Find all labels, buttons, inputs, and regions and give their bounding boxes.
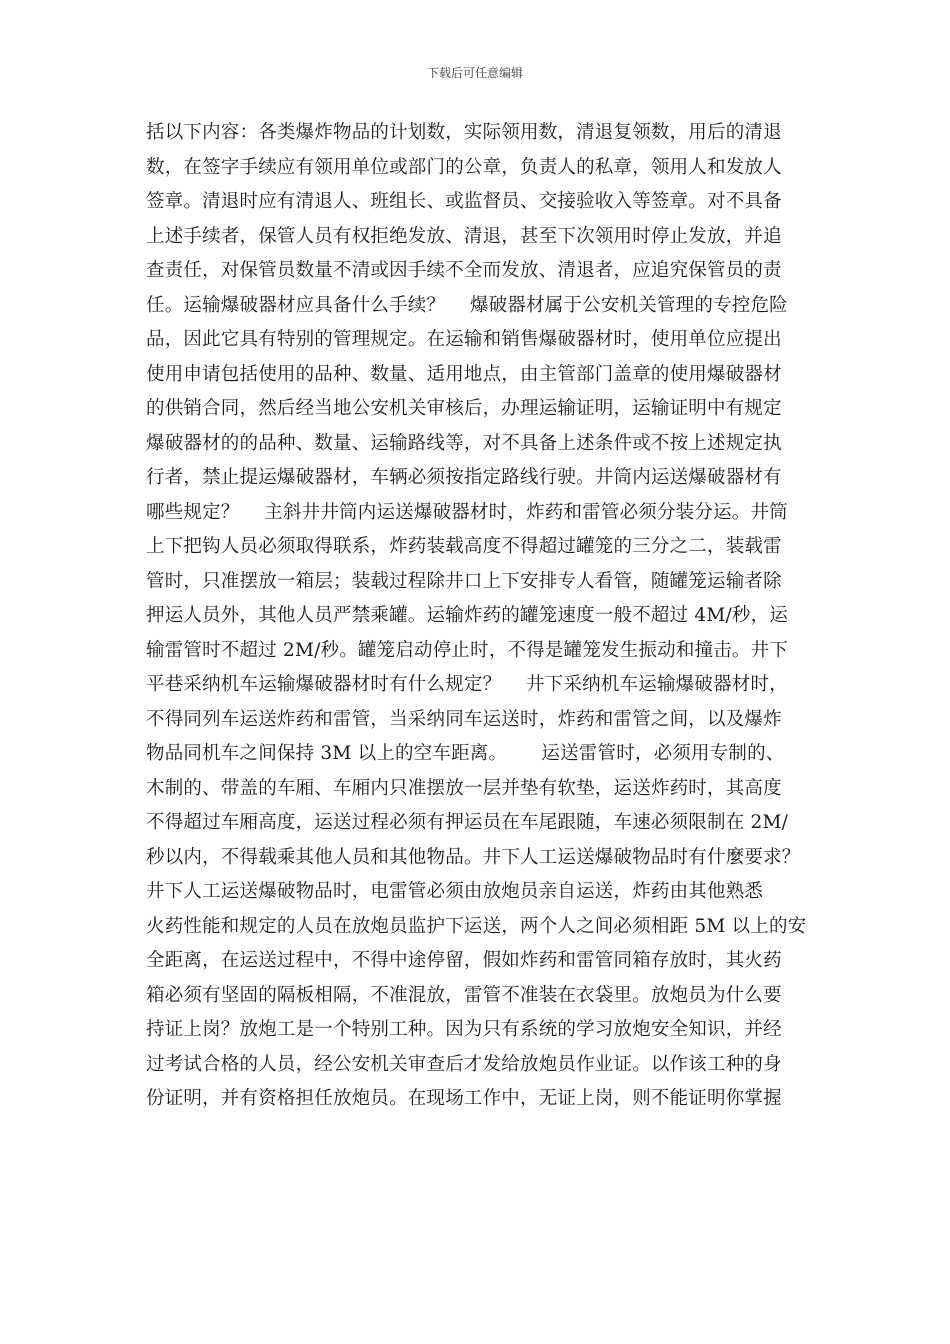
body-line: 井下人工运送爆破物品时，电雷管必须由放炮员亲自运送，炸药由其他熟悉: [146, 881, 764, 902]
body-line: 上下把钩人员必须取得联系，炸药装载高度不得超过罐笼的三分之二，装载雷: [146, 536, 782, 557]
body-line: 不得同列车运送炸药和雷管，当采纳同车运送时，炸药和雷管之间，以及爆炸: [146, 708, 782, 730]
body-line: 持证上岗？放炮工是一个特别工种。因为只有系统的学习放炮安全知识，并经: [146, 1019, 782, 1040]
body-line: 押运人员外，其他人员严禁乘罐。运输炸药的罐笼速度一般不超过 4M/秒，运: [146, 605, 789, 626]
document-body: [146, 116, 814, 1117]
body-line: 过考试合格的人员，经公安机关审查后才发给放炮员作业证。以作该工种的身: [146, 1053, 782, 1075]
body-line: 秒以内，不得载乘其他人员和其他物品。井下人工运送爆破物品时有什麼要求？: [146, 846, 801, 868]
body-line: 括以下内容：各类爆炸物品的计划数，实际领用数，清退复领数，用后的清退: [146, 122, 782, 143]
body-line: 的供销合同，然后经当地公安机关审核后，办理运输证明，运输证明中有规定: [146, 398, 782, 419]
body-line: 上述手续者，保管人员有权拒绝发放、清退，甚至下次领用时停止发放，并追: [146, 225, 782, 247]
page-header: 下载后可任意编辑: [426, 66, 523, 80]
body-line: 行者，禁止提运爆破器材，车辆必须按指定路线行驶。井筒内运送爆破器材有: [146, 467, 782, 488]
body-line: 物品同机车之间保持 3M 以上的空车距离。 运送雷管时，必须用专制的、: [146, 743, 785, 764]
body-line: 不得超过车厢高度，运送过程必须有押运员在车尾跟随，车速必须限制在 2M/: [146, 812, 789, 833]
body-line: 木制的、带盖的车厢、车厢内只准摆放一层并垫有软垫，运送炸药时，其高度: [146, 777, 782, 799]
body-line: 品，因此它具有特别的管理规定。在运输和销售爆破器材时，使用单位应提出: [146, 329, 782, 350]
body-line: 签章。清退时应有清退人、班组长、或监督员、交接验收入等签章。对不具备: [146, 191, 782, 212]
body-line: 份证明，并有资格担任放炮员。在现场工作中，无证上岗，则不能证明你掌握: [146, 1088, 782, 1109]
body-line: 输雷管时不超过 2M/秒。罐笼启动停止时，不得是罐笼发生振动和撞击。井下: [146, 639, 789, 661]
body-line: 全距离，在运送过程中，不得中途停留，假如炸药和雷管同箱存放时，其火药: [146, 950, 782, 971]
body-line: 平巷采纳机车运输爆破器材时有什么规定？ 井下采纳机车运输爆破器材时，: [146, 674, 788, 695]
body-line: 爆破器材的的品种、数量、运输路线等，对不具备上述条件或不按上述规定执: [146, 432, 782, 454]
body-line: 火药性能和规定的人员在放炮员监护下运送，两个人之间必须相距 5M 以上的安: [146, 915, 807, 937]
body-line: 数，在签字手续应有领用单位或部门的公章，负责人的私章，领用人和发放人: [146, 156, 782, 178]
body-line: 使用申请包括使用的品种、数量、适用地点，由主管部门盖章的使用爆破器材: [146, 363, 782, 385]
body-line: 任。运输爆破器材应具备什么手续？ 爆破器材属于公安机关管理的专控危险: [146, 294, 788, 316]
body-line: 管时，只准摆放一箱层；装载过程除井口上下安排专人看管，随罐笼运输者除: [146, 570, 782, 592]
body-line: 哪些规定？ 主斜井井筒内运送爆破器材时，炸药和雷管必须分装分运。井筒: [146, 501, 788, 523]
body-line: 箱必须有坚固的隔板相隔，不准混放，雷管不准装在衣袋里。放炮员为什么要: [146, 984, 782, 1006]
body-line: 查责任，对保管员数量不清或因手续不全而发放、清退者，应追究保管员的责: [146, 260, 782, 281]
